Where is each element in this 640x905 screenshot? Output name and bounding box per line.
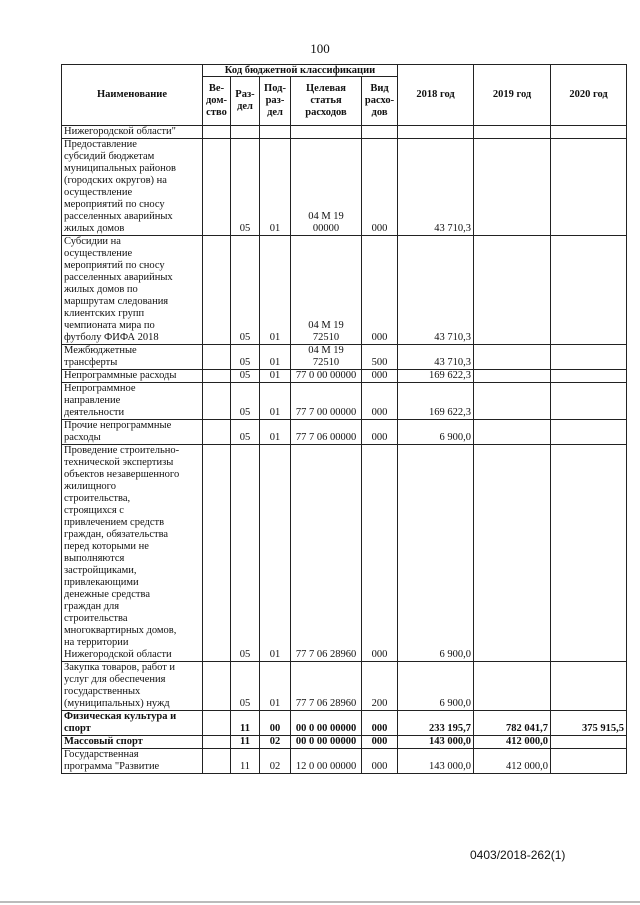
cell-podrazdel: 01 (260, 383, 291, 420)
cell-2019 (474, 370, 551, 383)
cell-vid: 000 (362, 420, 398, 445)
table-row (62, 736, 627, 749)
cell-podrazdel: 01 (260, 445, 291, 662)
cell-vid (362, 126, 398, 139)
page-bottom-edge (0, 901, 640, 903)
cell-name: Проведение строительно- технической экспертизы объектов незавершенного жилищного строительства, строящихся с привлечением средств граждан, обязательства перед которыми не выполняются застройщиками, привлекающими денежные средства граждан для строительства многоквартирных домов, на территории Нижегородской области (62, 445, 203, 662)
header-celevaya: Целевая статья расходов (291, 77, 362, 126)
header-podrazdel: Под- раз- дел (260, 77, 291, 126)
budget-table (61, 64, 627, 774)
cell-podrazdel: 01 (260, 139, 291, 236)
cell-celevaya: 04 М 19 72510 (291, 236, 362, 345)
cell-2019: 782 041,7 (474, 711, 551, 736)
cell-2020 (551, 420, 627, 445)
table-row (62, 139, 627, 236)
table-row (62, 445, 627, 662)
cell-name: Непрограммное направление деятельности (62, 383, 203, 420)
cell-2020 (551, 445, 627, 662)
table-row (62, 711, 627, 736)
cell-name: Государственная программа "Развитие (62, 749, 203, 774)
cell-vedomstvo (203, 236, 231, 345)
cell-razdel: 05 (231, 420, 260, 445)
cell-2018: 6 900,0 (398, 445, 474, 662)
table-body (62, 126, 627, 774)
cell-razdel: 05 (231, 662, 260, 711)
cell-name: Межбюджетные трансферты (62, 345, 203, 370)
cell-vid: 000 (362, 370, 398, 383)
cell-celevaya: 00 0 00 00000 (291, 711, 362, 736)
cell-name: Закупка товаров, работ и услуг для обеспечения государственных (муниципальных) нужд (62, 662, 203, 711)
cell-2020 (551, 736, 627, 749)
cell-vedomstvo (203, 711, 231, 736)
cell-2019: 412 000,0 (474, 736, 551, 749)
table-row (62, 126, 627, 139)
cell-2020 (551, 126, 627, 139)
cell-2018: 143 000,0 (398, 736, 474, 749)
cell-2019 (474, 345, 551, 370)
cell-podrazdel: 02 (260, 749, 291, 774)
cell-2020 (551, 139, 627, 236)
cell-2019 (474, 126, 551, 139)
cell-name: Физическая культура и спорт (62, 711, 203, 736)
cell-razdel (231, 126, 260, 139)
cell-vedomstvo (203, 420, 231, 445)
table-row (62, 420, 627, 445)
cell-2019: 412 000,0 (474, 749, 551, 774)
cell-vedomstvo (203, 736, 231, 749)
cell-2019 (474, 445, 551, 662)
header-vedomstvo: Ве- дом- ство (203, 77, 231, 126)
cell-podrazdel: 02 (260, 736, 291, 749)
cell-2018: 43 710,3 (398, 139, 474, 236)
cell-2018: 233 195,7 (398, 711, 474, 736)
cell-celevaya: 77 7 00 00000 (291, 383, 362, 420)
cell-name: Непрограммные расходы (62, 370, 203, 383)
cell-celevaya: 04 М 19 72510 (291, 345, 362, 370)
cell-celevaya: 77 7 06 00000 (291, 420, 362, 445)
cell-2018 (398, 126, 474, 139)
cell-vid: 000 (362, 139, 398, 236)
cell-2018: 169 622,3 (398, 370, 474, 383)
cell-podrazdel: 01 (260, 345, 291, 370)
cell-vid: 000 (362, 711, 398, 736)
cell-razdel: 05 (231, 445, 260, 662)
cell-razdel: 05 (231, 236, 260, 345)
cell-2020 (551, 236, 627, 345)
cell-vedomstvo (203, 370, 231, 383)
cell-vedomstvo (203, 139, 231, 236)
table-row (62, 383, 627, 420)
cell-2018: 143 000,0 (398, 749, 474, 774)
header-name: Наименование (62, 65, 203, 126)
cell-name: Массовый спорт (62, 736, 203, 749)
cell-podrazdel: 01 (260, 420, 291, 445)
cell-celevaya: 04 М 19 00000 (291, 139, 362, 236)
cell-vedomstvo (203, 445, 231, 662)
cell-celevaya: 12 0 00 00000 (291, 749, 362, 774)
cell-razdel: 11 (231, 749, 260, 774)
cell-2018: 6 900,0 (398, 420, 474, 445)
cell-2018: 43 710,3 (398, 345, 474, 370)
header-razdel: Раз- дел (231, 77, 260, 126)
cell-2019 (474, 420, 551, 445)
cell-razdel: 05 (231, 370, 260, 383)
cell-2020 (551, 749, 627, 774)
page-number: 100 (310, 41, 330, 56)
cell-podrazdel: 01 (260, 236, 291, 345)
header-vid: Вид расхо- дов (362, 77, 398, 126)
table-row (62, 236, 627, 345)
table-row (62, 345, 627, 370)
cell-vedomstvo (203, 345, 231, 370)
cell-vid: 000 (362, 749, 398, 774)
cell-vid: 200 (362, 662, 398, 711)
cell-2019 (474, 236, 551, 345)
cell-razdel: 05 (231, 383, 260, 420)
cell-celevaya: 00 0 00 00000 (291, 736, 362, 749)
cell-2018: 169 622,3 (398, 383, 474, 420)
cell-vedomstvo (203, 383, 231, 420)
cell-razdel: 05 (231, 139, 260, 236)
cell-podrazdel: 01 (260, 370, 291, 383)
table-header (62, 65, 627, 126)
cell-vid: 000 (362, 445, 398, 662)
table-row (62, 662, 627, 711)
cell-razdel: 05 (231, 345, 260, 370)
cell-2020 (551, 383, 627, 420)
cell-podrazdel: 00 (260, 711, 291, 736)
cell-celevaya: 77 0 00 00000 (291, 370, 362, 383)
cell-celevaya: 77 7 06 28960 (291, 445, 362, 662)
cell-celevaya: 77 7 06 28960 (291, 662, 362, 711)
cell-2018: 6 900,0 (398, 662, 474, 711)
cell-vid: 000 (362, 383, 398, 420)
cell-podrazdel: 01 (260, 662, 291, 711)
cell-2020: 375 915,5 (551, 711, 627, 736)
cell-2019 (474, 139, 551, 236)
document-code: 0403/2018-262(1) (470, 848, 566, 862)
header-2018: 2018 год (398, 65, 474, 126)
header-2020: 2020 год (551, 65, 627, 126)
header-kbk-group: Код бюджетной классификации (203, 65, 398, 77)
cell-vid: 500 (362, 345, 398, 370)
table-row (62, 749, 627, 774)
cell-2019 (474, 662, 551, 711)
cell-name: Субсидии на осуществление мероприятий по сносу расселенных аварийных жилых домов по маршрутам следования клиентских групп чемпионата мира по футболу ФИФА 2018 (62, 236, 203, 345)
cell-name: Прочие непрограммные расходы (62, 420, 203, 445)
cell-podrazdel (260, 126, 291, 139)
cell-vid: 000 (362, 236, 398, 345)
cell-name: Нижегородской области" (62, 126, 203, 139)
cell-vedomstvo (203, 126, 231, 139)
cell-name: Предоставление субсидий бюджетам муниципальных районов (городских округов) на осуществление мероприятий по сносу расселенных аварийных жилых домов (62, 139, 203, 236)
cell-vid: 000 (362, 736, 398, 749)
cell-2020 (551, 370, 627, 383)
cell-2019 (474, 383, 551, 420)
cell-vedomstvo (203, 749, 231, 774)
cell-2020 (551, 662, 627, 711)
cell-vedomstvo (203, 662, 231, 711)
cell-razdel: 11 (231, 711, 260, 736)
cell-2018: 43 710,3 (398, 236, 474, 345)
cell-celevaya (291, 126, 362, 139)
table-row (62, 370, 627, 383)
header-2019: 2019 год (474, 65, 551, 126)
cell-razdel: 11 (231, 736, 260, 749)
cell-2020 (551, 345, 627, 370)
